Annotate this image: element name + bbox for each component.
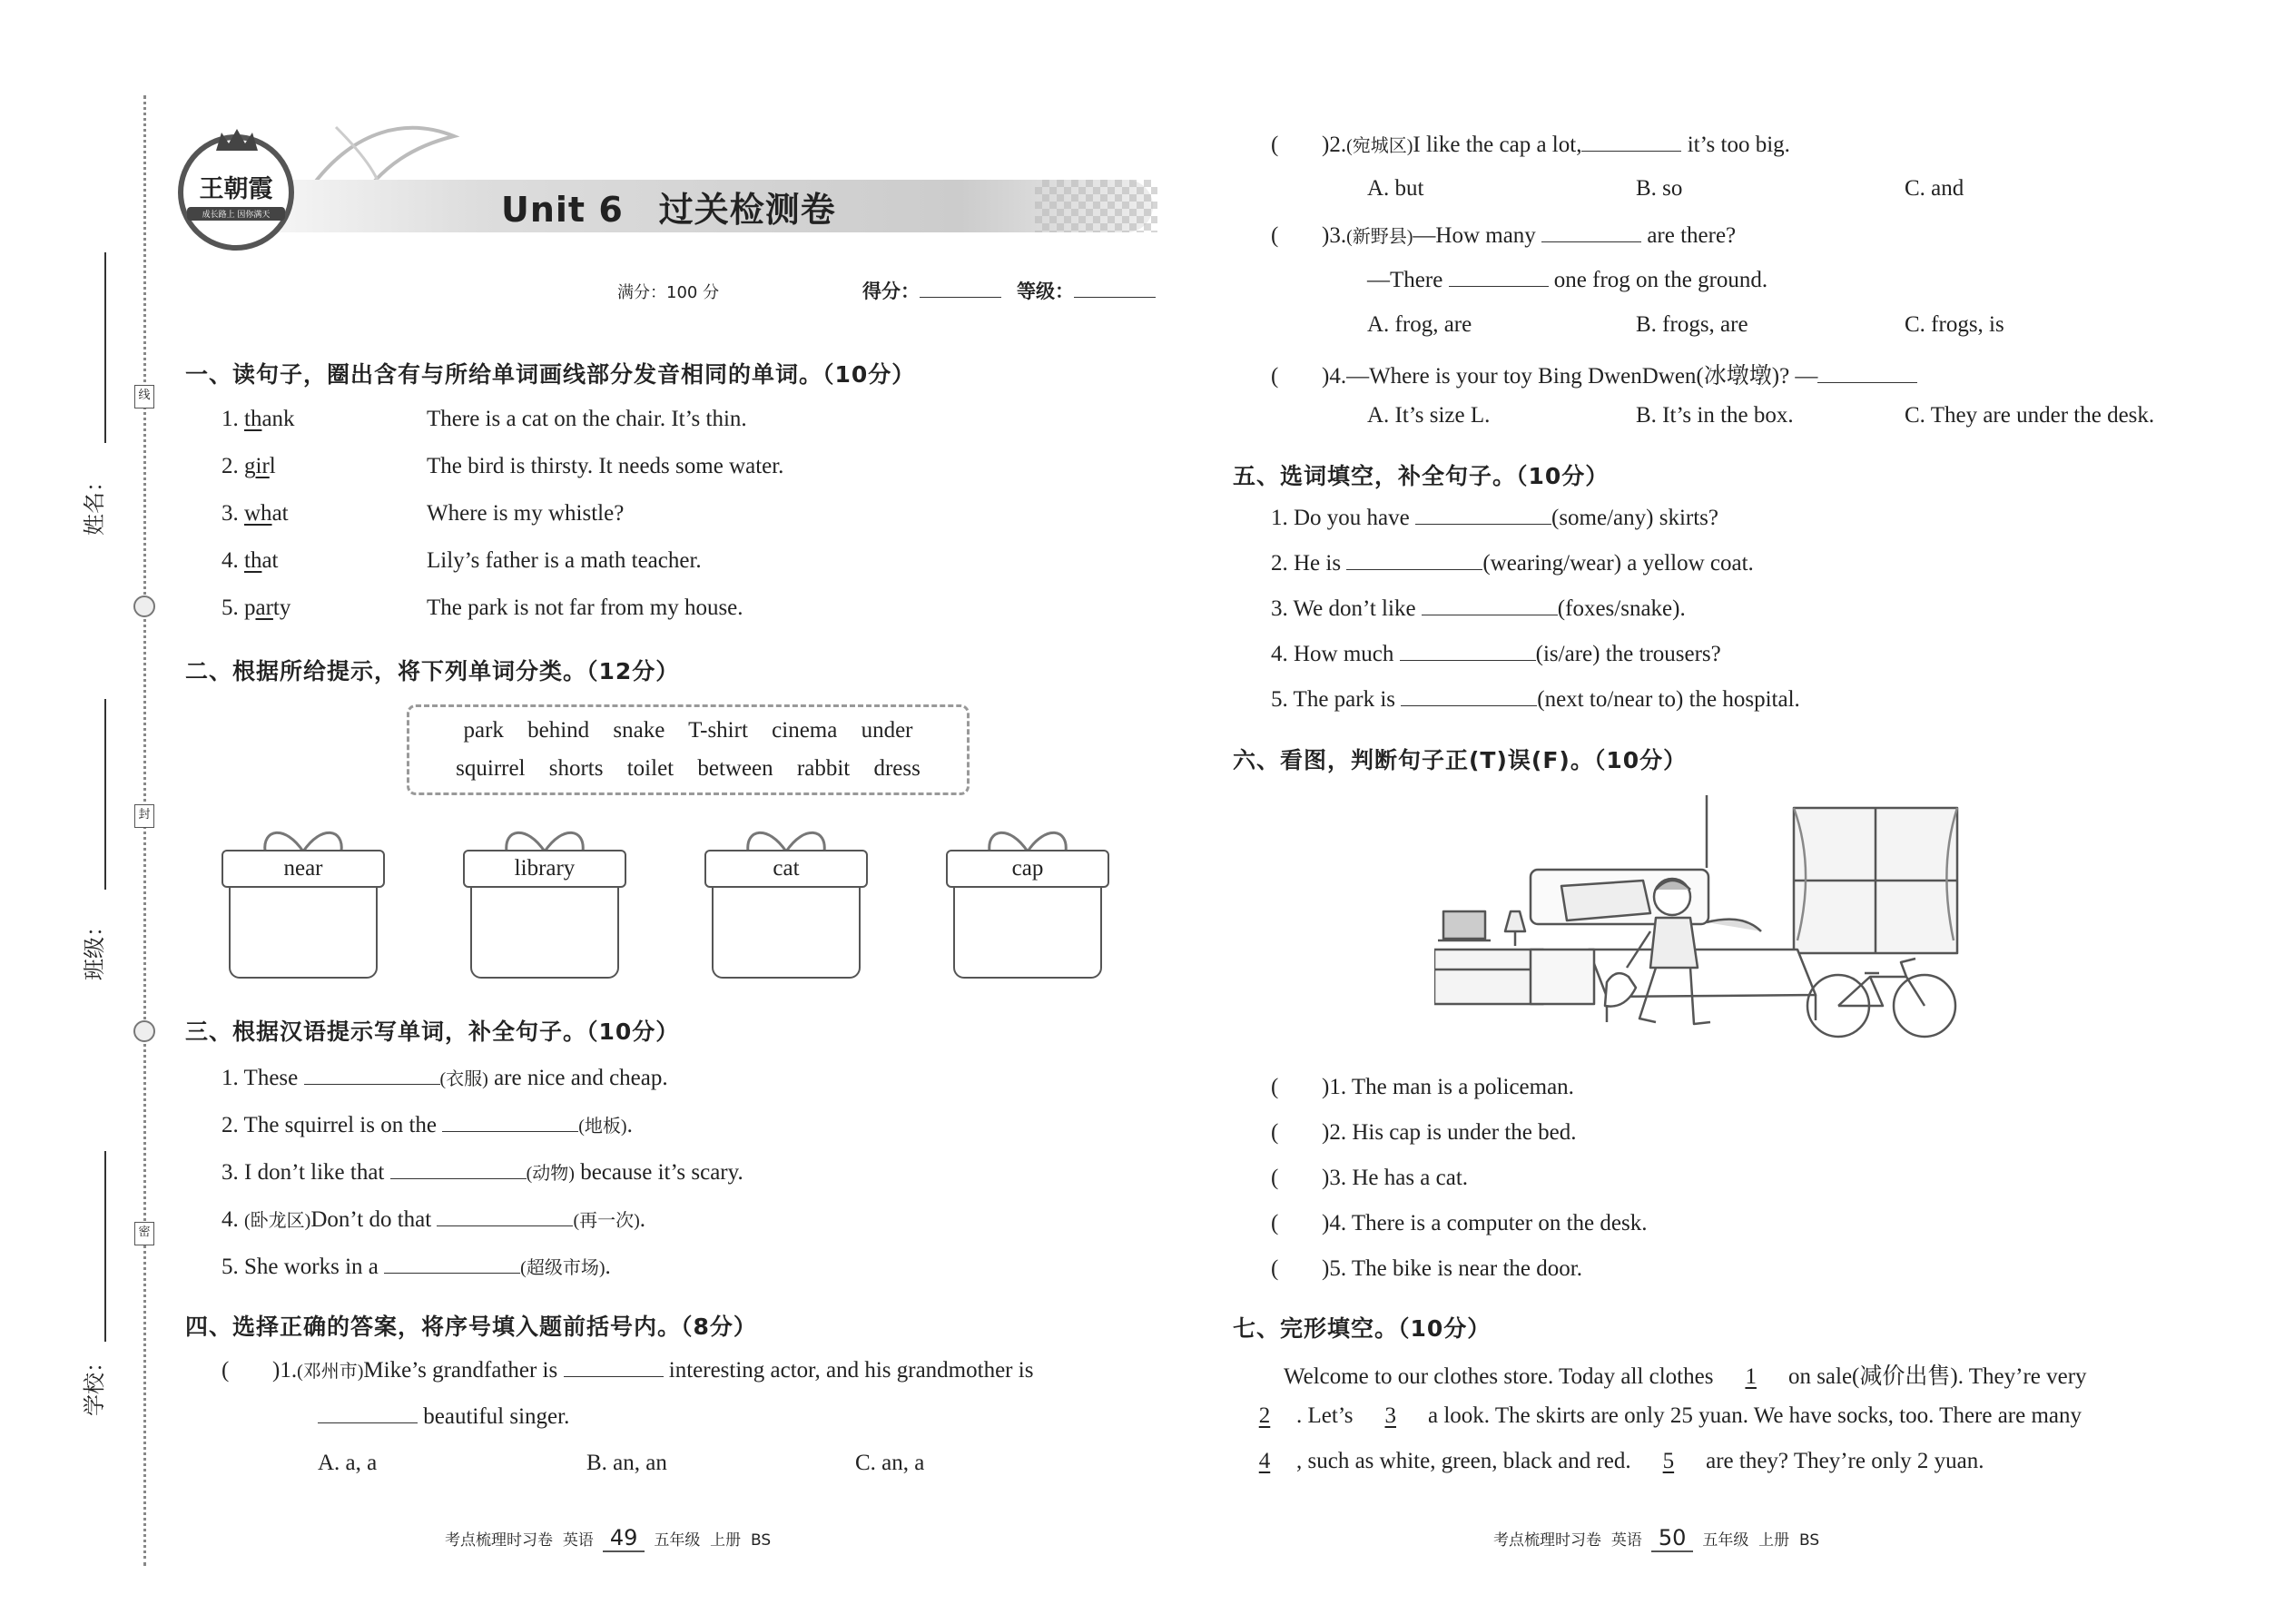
- binding-dotted-line: [143, 95, 146, 1566]
- s1-word: 4. that: [222, 548, 279, 573]
- answer-paren[interactable]: (: [1271, 1166, 1279, 1190]
- answer-blank[interactable]: [1541, 222, 1641, 242]
- s4-q2-option-c[interactable]: C. and: [1905, 176, 1964, 201]
- s1-sentence[interactable]: Where is my whistle?: [427, 501, 625, 526]
- s4-q4: ( )4.—Where is your toy Bing DwenDwen(冰墩墩)? —: [1271, 358, 1917, 390]
- answer-blank[interactable]: [1449, 267, 1549, 287]
- category-box-body[interactable]: [953, 888, 1102, 979]
- logo-text: 王朝霞: [199, 175, 273, 203]
- cloze-blank-3[interactable]: 3: [1384, 1403, 1396, 1428]
- answer-blank[interactable]: [384, 1254, 520, 1274]
- category-label: library: [463, 850, 626, 888]
- category-label: cap: [946, 850, 1109, 888]
- full-score: 满分：100 分: [617, 283, 720, 302]
- s6-item-4: ( )4. There is a computer on the desk.: [1271, 1211, 1648, 1235]
- s3-item-4: 4. (卧龙区)Don’t do that (再一次).: [222, 1207, 646, 1232]
- name-label: 姓名：: [82, 470, 107, 536]
- s1-sentence[interactable]: The bird is thirsty. It needs some water.: [427, 454, 784, 478]
- s4-q4-option-b[interactable]: B. It’s in the box.: [1636, 403, 1794, 428]
- answer-paren[interactable]: (: [1271, 1075, 1279, 1099]
- answer-blank[interactable]: [318, 1403, 418, 1423]
- s6-item-3: ( )3. He has a cat.: [1271, 1166, 1469, 1190]
- s6-item-5: ( )5. The bike is near the door.: [1271, 1256, 1582, 1281]
- answer-blank[interactable]: [1401, 686, 1537, 706]
- cloze-line-1: Welcome to our clothes store. Today all clothes 1 on sale(减价出售). They’re very: [1284, 1364, 2087, 1389]
- answer-blank[interactable]: [1581, 132, 1681, 152]
- s4-q1-option-b[interactable]: B. an, an: [586, 1451, 667, 1475]
- answer-paren[interactable]: (: [1271, 223, 1279, 248]
- s1-word: 5. party: [222, 595, 291, 620]
- cloze-blank-2[interactable]: 2: [1258, 1403, 1271, 1428]
- s5-item-3: 3. We don’t like (foxes/snake).: [1271, 596, 1686, 621]
- logo-slogan: 成长路上 因你满天: [187, 207, 285, 221]
- answer-paren[interactable]: (: [1271, 364, 1279, 389]
- binding-ring-icon: [133, 595, 155, 617]
- answer-blank[interactable]: [390, 1159, 527, 1179]
- s1-word: 1. thank: [222, 407, 295, 431]
- category-box-library[interactable]: [463, 824, 626, 979]
- s4-q2-option-b[interactable]: B. so: [1636, 176, 1683, 201]
- s4-q1-cont: beautiful singer.: [318, 1403, 569, 1430]
- s3-item-5: 5. She works in a (超级市场).: [222, 1255, 611, 1279]
- section5-heading: 五、选词填空，补全句子。（10分）: [1233, 463, 1610, 489]
- cloze-blank-5[interactable]: 5: [1662, 1449, 1675, 1473]
- s4-q3-option-b[interactable]: B. frogs, are: [1636, 312, 1748, 337]
- binding-ring-icon: [133, 1020, 155, 1042]
- footer-left: 考点梳理时习卷 英语 49 五年级 上册 BS: [445, 1525, 772, 1550]
- category-box-body[interactable]: [470, 888, 619, 979]
- s4-q4-option-c[interactable]: C. They are under the desk.: [1905, 403, 2155, 428]
- answer-blank[interactable]: [304, 1065, 440, 1085]
- s3-item-3: 3. I don’t like that (动物) because it’s scary.: [222, 1160, 743, 1185]
- s1-word: 3. what: [222, 501, 289, 526]
- answer-paren[interactable]: (: [1271, 133, 1279, 157]
- section1-heading: 一、读句子，圈出含有与所给单词画线部分发音相同的单词。（10分）: [185, 361, 916, 388]
- page-number: 49: [603, 1525, 645, 1552]
- word-bank: [407, 704, 970, 795]
- answer-blank[interactable]: [1817, 363, 1917, 383]
- crown-icon: [214, 127, 260, 153]
- answer-blank[interactable]: [1400, 641, 1536, 661]
- s4-q1-option-a[interactable]: A. a, a: [318, 1451, 378, 1475]
- s4-q1: ( )1.(邓州市)Mike’s grandfather is interesting actor, and his grandmother is: [222, 1358, 1034, 1383]
- answer-blank[interactable]: [437, 1206, 573, 1226]
- page-number: 50: [1651, 1525, 1694, 1552]
- word-bank-row1: park behind snake T-shirt cinema under: [463, 718, 913, 743]
- answer-paren[interactable]: (: [1271, 1256, 1279, 1281]
- section3-heading: 三、根据汉语提示写单词，补全句子。（10分）: [185, 1019, 680, 1045]
- answer-blank[interactable]: [1422, 595, 1558, 615]
- s1-sentence[interactable]: The park is not far from my house.: [427, 595, 743, 620]
- answer-paren[interactable]: (: [222, 1358, 230, 1383]
- s6-item-1: ( )1. The man is a policeman.: [1271, 1075, 1574, 1099]
- s4-q2: ( )2.(宛城区)I like the cap a lot, it’s too big.: [1271, 133, 1790, 157]
- s4-q3: ( )3.(新野县)—How many are there?: [1271, 223, 1737, 248]
- answer-blank[interactable]: [1346, 550, 1482, 570]
- category-box-cap[interactable]: [946, 824, 1109, 979]
- score-field: [862, 277, 1001, 304]
- name-line: [104, 252, 106, 443]
- s1-sentence[interactable]: There is a cat on the chair. It’s thin.: [427, 407, 747, 431]
- s4-q3-option-a[interactable]: A. frog, are: [1367, 312, 1472, 337]
- grade-field: [1017, 277, 1156, 304]
- footer-right: 考点梳理时习卷 英语 50 五年级 上册 BS: [1493, 1525, 1820, 1550]
- section7-heading: 七、完形填空。（10分）: [1233, 1315, 1492, 1342]
- grade-label: 等级：: [1017, 281, 1074, 302]
- s4-q2-option-a[interactable]: A. but: [1367, 176, 1424, 201]
- seal-tag-seal: 封: [134, 804, 154, 828]
- section4-heading: 四、选择正确的答案，将序号填入题前括号内。（8分）: [185, 1314, 757, 1340]
- s5-item-4: 4. How much (is/are) the trousers?: [1271, 642, 1721, 666]
- cloze-line-3: 4 , such as white, green, black and red. 5 are they? They’re only 2 yuan.: [1233, 1449, 1984, 1474]
- answer-blank[interactable]: [564, 1357, 664, 1377]
- section2-heading: 二、根据所给提示，将下列单词分类。（12分）: [185, 658, 680, 684]
- school-line: [104, 1151, 106, 1342]
- s4-q4-option-a[interactable]: A. It’s size L.: [1367, 403, 1491, 428]
- s4-q3-line2: —There one frog on the ground.: [1367, 268, 1768, 292]
- word-bank-row2: squirrel shorts toilet between rabbit dress: [456, 756, 921, 781]
- s6-item-2: ( )2. His cap is under the bed.: [1271, 1120, 1577, 1145]
- s5-item-2: 2. He is (wearing/wear) a yellow coat.: [1271, 551, 1754, 576]
- answer-blank[interactable]: [1415, 505, 1551, 525]
- score-blank[interactable]: [920, 278, 1001, 298]
- grade-blank[interactable]: [1074, 278, 1156, 298]
- category-box-body[interactable]: [229, 888, 378, 979]
- category-label: cat: [704, 850, 868, 888]
- category-box-body[interactable]: [712, 888, 861, 979]
- seal-tag-line: 线: [134, 385, 154, 408]
- class-label: 班级：: [82, 915, 107, 980]
- s4-q1-option-c[interactable]: C. an, a: [855, 1451, 925, 1475]
- s3-item-1: 1. These (衣服) are nice and cheap.: [222, 1066, 668, 1090]
- s5-item-1: 1. Do you have (some/any) skirts?: [1271, 506, 1718, 530]
- s3-item-2: 2. The squirrel is on the (地板).: [222, 1113, 633, 1137]
- bedroom-illustration: [1434, 795, 1979, 1058]
- page-title: Unit 6 过关检测卷: [501, 190, 836, 230]
- brand-logo: [178, 134, 294, 251]
- s4-q3-option-c[interactable]: C. frogs, is: [1905, 312, 2004, 337]
- class-line: [104, 699, 106, 890]
- category-box-near[interactable]: [222, 824, 385, 979]
- score-label: 得分：: [862, 281, 920, 302]
- section6-heading: 六、看图，判断句子正(T)误(F)。（10分）: [1233, 747, 1688, 773]
- category-box-cat[interactable]: [704, 824, 868, 979]
- school-label: 学校：: [82, 1351, 107, 1416]
- cloze-line-2: 2 . Let’s 3 a look. The skirts are only 25 yuan. We have socks, too. There are many: [1233, 1403, 2082, 1429]
- answer-paren[interactable]: (: [1271, 1120, 1279, 1145]
- s1-word: 2. girl: [222, 454, 276, 478]
- answer-blank[interactable]: [442, 1112, 578, 1132]
- s5-item-5: 5. The park is (next to/near to) the hospital.: [1271, 687, 1800, 712]
- answer-paren[interactable]: (: [1271, 1211, 1279, 1235]
- checker-pattern: [1035, 180, 1157, 232]
- seal-tag-secret: 密: [134, 1222, 154, 1245]
- s1-sentence[interactable]: Lily’s father is a math teacher.: [427, 548, 702, 573]
- cloze-blank-1[interactable]: 1: [1745, 1364, 1757, 1389]
- category-label: near: [222, 850, 385, 888]
- cloze-blank-4[interactable]: 4: [1258, 1449, 1271, 1473]
